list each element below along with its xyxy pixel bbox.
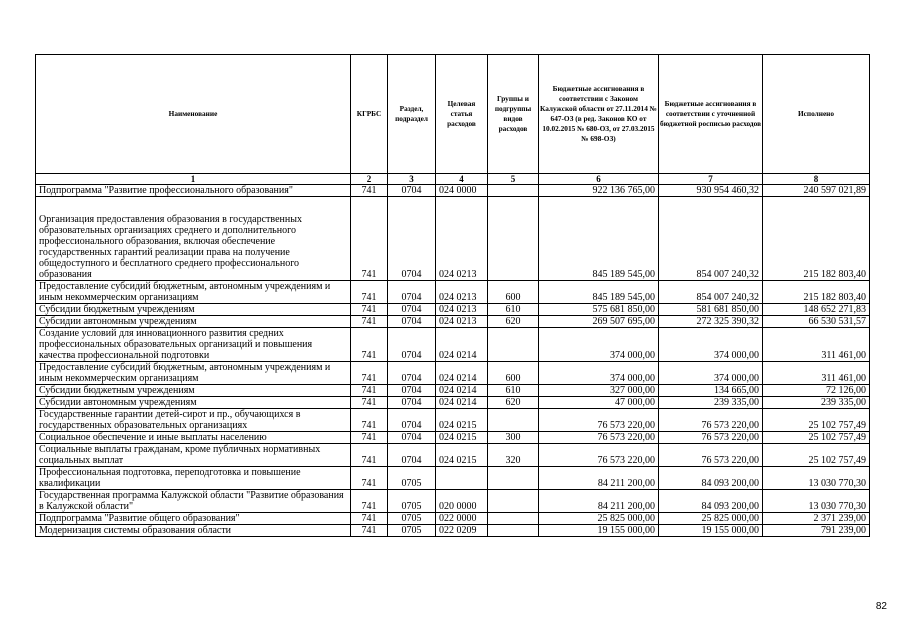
row-plan-amount: 374 000,00 (659, 362, 763, 385)
row-statya: 024 0214 (436, 385, 488, 397)
row-plan-amount: 76 573 220,00 (659, 432, 763, 444)
row-plan-amount: 76 573 220,00 (659, 409, 763, 432)
table-row (36, 444, 870, 467)
budget-table (35, 54, 870, 537)
row-name: Подпрограмма "Развитие общего образования" (36, 513, 351, 525)
row-plan-amount: 239 335,00 (659, 397, 763, 409)
page-number: 82 (875, 601, 887, 612)
row-kgrbs: 741 (351, 362, 388, 385)
row-name: Субсидии бюджетным учреждениям (36, 385, 351, 397)
row-done-amount: 25 102 757,49 (763, 444, 870, 467)
row-statya: 020 0000 (436, 490, 488, 513)
row-razdel: 0705 (388, 467, 436, 490)
col-header-statya: Целевая статья расходов (436, 55, 488, 174)
row-gruppa (488, 525, 539, 537)
row-razdel: 0704 (388, 409, 436, 432)
row-done-amount: 311 461,00 (763, 328, 870, 362)
row-name: Субсидии бюджетным учреждениям (36, 304, 351, 316)
row-gruppa (488, 197, 539, 281)
table-row (36, 432, 870, 444)
table-row (36, 385, 870, 397)
row-name: Профессиональная подготовка, переподготовка и повышение квалификации (36, 467, 351, 490)
row-statya: 024 0214 (436, 397, 488, 409)
row-gruppa: 320 (488, 444, 539, 467)
row-done-amount: 311 461,00 (763, 362, 870, 385)
row-statya: 024 0215 (436, 432, 488, 444)
table-row (36, 197, 870, 281)
row-statya (436, 467, 488, 490)
table-row (36, 281, 870, 304)
row-done-amount: 25 102 757,49 (763, 432, 870, 444)
row-statya: 024 0000 (436, 185, 488, 197)
row-gruppa: 300 (488, 432, 539, 444)
col-header-law: Бюджетные ассигнования в соответствии с Законом Калужской области от 27.11.2014 № 647-ОЗ (в ред. Законов КО от 10.02.2015 № 680-ОЗ, от 27.03.2015 № 698-ОЗ) (539, 55, 659, 174)
row-law-amount: 47 000,00 (539, 397, 659, 409)
row-done-amount: 239 335,00 (763, 397, 870, 409)
row-statya: 022 0209 (436, 525, 488, 537)
row-name: Подпрограмма "Развитие профессионального образования" (36, 185, 351, 197)
row-plan-amount: 854 007 240,32 (659, 281, 763, 304)
row-gruppa (488, 490, 539, 513)
row-razdel: 0704 (388, 362, 436, 385)
row-name: Государственная программа Калужской области "Развитие образования в Калужской области" (36, 490, 351, 513)
row-done-amount: 215 182 803,40 (763, 281, 870, 304)
row-law-amount: 19 155 000,00 (539, 525, 659, 537)
row-plan-amount: 25 825 000,00 (659, 513, 763, 525)
table-row (36, 304, 870, 316)
row-plan-amount: 581 681 850,00 (659, 304, 763, 316)
row-kgrbs: 741 (351, 490, 388, 513)
row-done-amount: 72 126,00 (763, 385, 870, 397)
table-row (36, 467, 870, 490)
row-gruppa: 600 (488, 281, 539, 304)
row-law-amount: 76 573 220,00 (539, 432, 659, 444)
row-kgrbs: 741 (351, 397, 388, 409)
row-law-amount: 922 136 765,00 (539, 185, 659, 197)
table-row (36, 185, 870, 197)
table-row (36, 328, 870, 362)
col-number: 2 (351, 174, 388, 185)
row-plan-amount: 272 325 390,32 (659, 316, 763, 328)
row-done-amount: 13 030 770,30 (763, 490, 870, 513)
row-statya: 024 0213 (436, 197, 488, 281)
row-law-amount: 76 573 220,00 (539, 409, 659, 432)
row-statya: 024 0213 (436, 281, 488, 304)
col-number: 6 (539, 174, 659, 185)
row-kgrbs: 741 (351, 432, 388, 444)
row-razdel: 0704 (388, 432, 436, 444)
row-plan-amount: 84 093 200,00 (659, 490, 763, 513)
row-razdel: 0704 (388, 197, 436, 281)
row-razdel: 0705 (388, 513, 436, 525)
table-row (36, 490, 870, 513)
table-row (36, 397, 870, 409)
row-gruppa: 600 (488, 362, 539, 385)
col-header-done: Исполнено (763, 55, 870, 174)
row-razdel: 0704 (388, 444, 436, 467)
row-gruppa: 610 (488, 385, 539, 397)
row-done-amount: 215 182 803,40 (763, 197, 870, 281)
row-kgrbs: 741 (351, 467, 388, 490)
row-kgrbs: 741 (351, 409, 388, 432)
table-row (36, 525, 870, 537)
row-razdel: 0705 (388, 525, 436, 537)
row-kgrbs: 741 (351, 328, 388, 362)
row-statya: 022 0000 (436, 513, 488, 525)
row-done-amount: 148 652 271,83 (763, 304, 870, 316)
row-plan-amount: 374 000,00 (659, 328, 763, 362)
row-law-amount: 374 000,00 (539, 328, 659, 362)
row-law-amount: 327 000,00 (539, 385, 659, 397)
row-statya: 024 0213 (436, 304, 488, 316)
table-row (36, 362, 870, 385)
row-law-amount: 269 507 695,00 (539, 316, 659, 328)
row-done-amount: 66 530 531,57 (763, 316, 870, 328)
row-gruppa (488, 513, 539, 525)
col-header-plan: Бюджетные ассигнования в соответствии с уточненной бюджетной росписью расходов (659, 55, 763, 174)
col-number: 5 (488, 174, 539, 185)
row-kgrbs: 741 (351, 197, 388, 281)
row-kgrbs: 741 (351, 444, 388, 467)
col-header-gruppa: Группы и подгруппы видов расходов (488, 55, 539, 174)
row-name: Социальное обеспечение и иные выплаты населению (36, 432, 351, 444)
row-razdel: 0704 (388, 328, 436, 362)
row-plan-amount: 76 573 220,00 (659, 444, 763, 467)
row-law-amount: 25 825 000,00 (539, 513, 659, 525)
row-name: Субсидии автономным учреждениям (36, 316, 351, 328)
row-law-amount: 84 211 200,00 (539, 490, 659, 513)
row-law-amount: 76 573 220,00 (539, 444, 659, 467)
row-razdel: 0704 (388, 397, 436, 409)
table-row (36, 316, 870, 328)
row-name: Субсидии автономным учреждениям (36, 397, 351, 409)
row-name: Государственные гарантии детей-сирот и пр., обучающихся в государственных образовательных организациях (36, 409, 351, 432)
row-plan-amount: 84 093 200,00 (659, 467, 763, 490)
row-gruppa: 610 (488, 304, 539, 316)
row-done-amount: 25 102 757,49 (763, 409, 870, 432)
table-row (36, 513, 870, 525)
row-gruppa: 620 (488, 397, 539, 409)
row-razdel: 0704 (388, 281, 436, 304)
row-razdel: 0704 (388, 385, 436, 397)
col-number: 8 (763, 174, 870, 185)
row-plan-amount: 930 954 460,32 (659, 185, 763, 197)
row-law-amount: 575 681 850,00 (539, 304, 659, 316)
header-row (36, 55, 870, 174)
row-gruppa (488, 467, 539, 490)
row-law-amount: 374 000,00 (539, 362, 659, 385)
row-done-amount: 240 597 021,89 (763, 185, 870, 197)
row-statya: 024 0214 (436, 328, 488, 362)
column-number-row (36, 174, 870, 185)
row-name: Создание условий для инновационного развития средних профессиональных образовательных организаций и повышения качества профессиональной подготовки (36, 328, 351, 362)
row-gruppa: 620 (488, 316, 539, 328)
row-done-amount: 791 239,00 (763, 525, 870, 537)
row-kgrbs: 741 (351, 525, 388, 537)
row-name: Организация предоставления образования в государственных образовательных организациях среднего и дополнительного профессионального образования, включая обеспечение государственных гарантий реализации права на получение общедоступного и бесплатного среднего профессионального образования (36, 197, 351, 281)
row-kgrbs: 741 (351, 385, 388, 397)
row-kgrbs: 741 (351, 304, 388, 316)
row-statya: 024 0214 (436, 362, 488, 385)
row-razdel: 0704 (388, 316, 436, 328)
row-kgrbs: 741 (351, 513, 388, 525)
row-statya: 024 0213 (436, 316, 488, 328)
row-kgrbs: 741 (351, 316, 388, 328)
row-razdel: 0705 (388, 490, 436, 513)
row-statya: 024 0215 (436, 444, 488, 467)
row-razdel: 0704 (388, 185, 436, 197)
row-statya: 024 0215 (436, 409, 488, 432)
row-kgrbs: 741 (351, 185, 388, 197)
row-gruppa (488, 409, 539, 432)
row-done-amount: 13 030 770,30 (763, 467, 870, 490)
row-plan-amount: 854 007 240,32 (659, 197, 763, 281)
col-header-razdel: Раздел, подраздел (388, 55, 436, 174)
col-number: 1 (36, 174, 351, 185)
col-header-name: Наименование (36, 55, 351, 174)
row-law-amount: 84 211 200,00 (539, 467, 659, 490)
table-row (36, 409, 870, 432)
row-done-amount: 2 371 239,00 (763, 513, 870, 525)
row-name: Предоставление субсидий бюджетным, автономным учреждениям и иным некоммерческим организациям (36, 281, 351, 304)
row-gruppa (488, 328, 539, 362)
row-name: Предоставление субсидий бюджетным, автономным учреждениям и иным некоммерческим организациям (36, 362, 351, 385)
row-gruppa (488, 185, 539, 197)
row-name: Социальные выплаты гражданам, кроме публичных нормативных социальных выплат (36, 444, 351, 467)
row-law-amount: 845 189 545,00 (539, 281, 659, 304)
row-kgrbs: 741 (351, 281, 388, 304)
col-header-kgrbs: КГРБС (351, 55, 388, 174)
row-name: Модернизация системы образования области (36, 525, 351, 537)
col-number: 7 (659, 174, 763, 185)
col-number: 4 (436, 174, 488, 185)
row-plan-amount: 134 665,00 (659, 385, 763, 397)
row-plan-amount: 19 155 000,00 (659, 525, 763, 537)
row-razdel: 0704 (388, 304, 436, 316)
col-number: 3 (388, 174, 436, 185)
row-law-amount: 845 189 545,00 (539, 197, 659, 281)
